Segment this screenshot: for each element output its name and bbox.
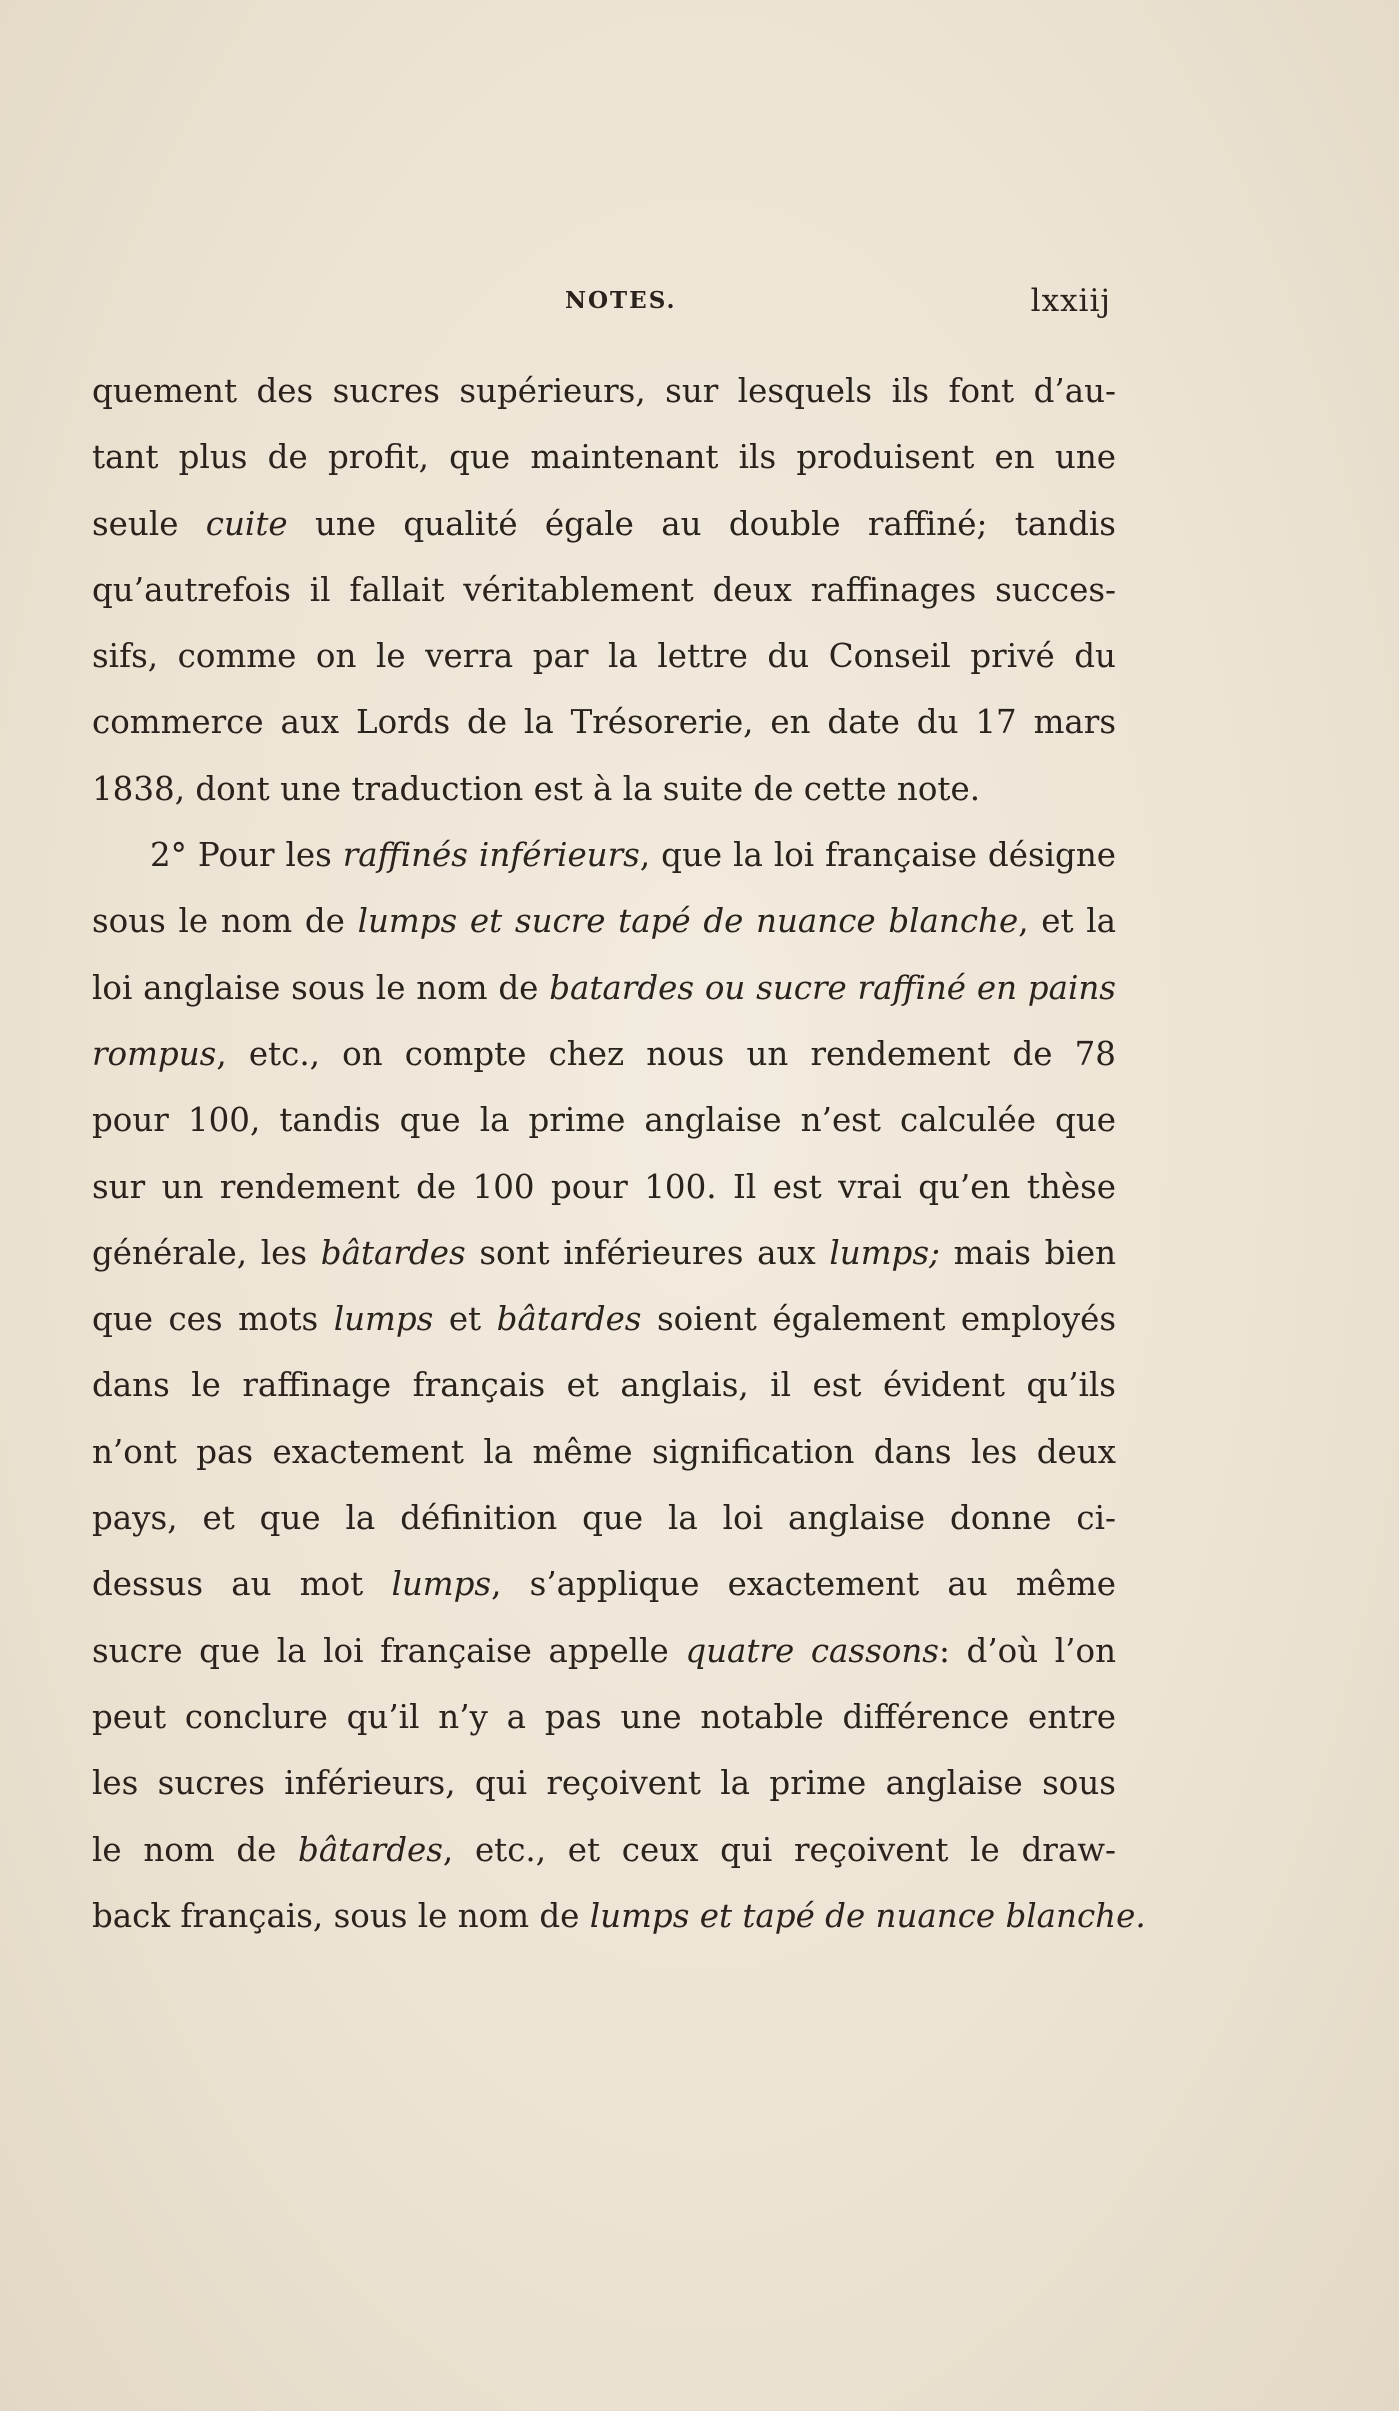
text-line [92, 424, 1116, 490]
text-segment: , etc., et ceux qui reçoivent le draw- [442, 1830, 1116, 1869]
text-line [92, 557, 1116, 623]
italic-text: lumps et sucre tapé de nuance blanche [357, 902, 1019, 941]
running-head [95, 283, 1111, 323]
text-line [92, 1352, 1116, 1418]
text-line [92, 358, 1116, 424]
italic-text: bâtardes [496, 1300, 642, 1339]
text-segment: les sucres inférieurs, qui reçoivent la prime anglaise sous [92, 1764, 1116, 1803]
text-segment: que ces mots [92, 1300, 334, 1339]
running-head-title: NOTES. [565, 287, 677, 314]
text-segment: le nom de [92, 1830, 299, 1869]
italic-text: lumps [391, 1565, 492, 1604]
text-segment: , et la [1018, 902, 1116, 941]
text-line [92, 1220, 1116, 1286]
italic-text: raffinés inférieurs [342, 836, 640, 875]
text-segment: 1838, dont une traduction est à la suite de cette note. [92, 769, 981, 808]
text-line [92, 1087, 1116, 1153]
text-segment: : d’où l’on [938, 1631, 1117, 1670]
text-segment: back français, sous le nom de [92, 1896, 590, 1935]
text-line [92, 955, 1116, 1021]
text-segment: peut conclure qu’il n’y a pas une notable différence entre [92, 1697, 1116, 1736]
text-segment: seule [92, 504, 206, 543]
text-line [92, 1286, 1116, 1352]
text-line [92, 623, 1116, 689]
text-segment: qu’autrefois il fallait véritablement deux raffinages succes- [92, 570, 1116, 609]
italic-text: rompus [92, 1034, 217, 1073]
text-segment: pays, et que la définition que la loi anglaise donne ci- [92, 1499, 1116, 1538]
italic-text: bâtardes [320, 1233, 466, 1272]
italic-text: lumps; [829, 1233, 940, 1272]
text-line [92, 822, 1116, 888]
text-line [92, 1021, 1116, 1087]
text-line [92, 1485, 1116, 1551]
text-line [92, 756, 1116, 822]
text-segment: commerce aux Lords de la Trésorerie, en date du 17 mars [92, 703, 1116, 742]
text-segment: sous le nom de [92, 902, 358, 941]
text-line [92, 888, 1116, 954]
text-segment: dessus au mot [92, 1565, 392, 1604]
text-segment: sur un rendement de 100 pour 100. Il est vrai qu’en thèse [92, 1167, 1116, 1206]
italic-text: quatre cassons [685, 1631, 939, 1670]
text-segment: sont inférieures aux [465, 1233, 830, 1272]
text-segment: sucre que la loi française appelle [92, 1631, 686, 1670]
italic-text: lumps et tapé de nuance blanche. [589, 1896, 1146, 1935]
italic-text: bâtardes [298, 1830, 443, 1869]
text-segment: tant plus de profit, que maintenant ils produisent en une [92, 438, 1116, 477]
text-segment: et [433, 1300, 497, 1339]
text-line [92, 1817, 1116, 1883]
text-segment: dans le raffinage français et anglais, il est évident qu’ils [92, 1366, 1116, 1405]
text-segment: une qualité égale au double raffiné; tandis [287, 504, 1116, 543]
text-line [92, 1154, 1116, 1220]
text-segment: loi anglaise sous le nom de [92, 968, 550, 1007]
text-segment: , que la loi française désigne [639, 836, 1116, 875]
text-segment: générale, les [92, 1233, 321, 1272]
text-segment: , etc., on compte chez nous un rendement de 78 [216, 1034, 1116, 1073]
page-number: lxxiij [1030, 283, 1111, 319]
text-line [92, 1684, 1116, 1750]
text-segment: 2° Pour les [150, 836, 343, 875]
italic-text: batardes ou sucre raffiné en pains [549, 968, 1116, 1007]
text-segment: n’ont pas exactement la même signification dans les deux [92, 1432, 1116, 1471]
text-line [92, 689, 1116, 755]
body-text [92, 358, 1146, 1949]
text-line [92, 1883, 1146, 1949]
text-segment: sifs, comme on le verra par la lettre du Conseil privé du [92, 637, 1116, 676]
text-segment: pour 100, tandis que la prime anglaise n’est calculée que [92, 1101, 1116, 1140]
text-line [92, 1419, 1116, 1485]
text-line [92, 1551, 1116, 1617]
italic-text: cuite [205, 504, 288, 543]
text-segment: quement des sucres supérieurs, sur lesquels ils font d’au- [92, 372, 1116, 410]
text-line [92, 1750, 1116, 1816]
text-segment: soient également employés [641, 1300, 1116, 1339]
text-line [92, 1618, 1116, 1684]
text-segment: mais bien [939, 1233, 1116, 1272]
text-segment: , s’applique exactement au même [491, 1565, 1117, 1604]
text-line [92, 491, 1116, 557]
italic-text: lumps [333, 1300, 434, 1339]
